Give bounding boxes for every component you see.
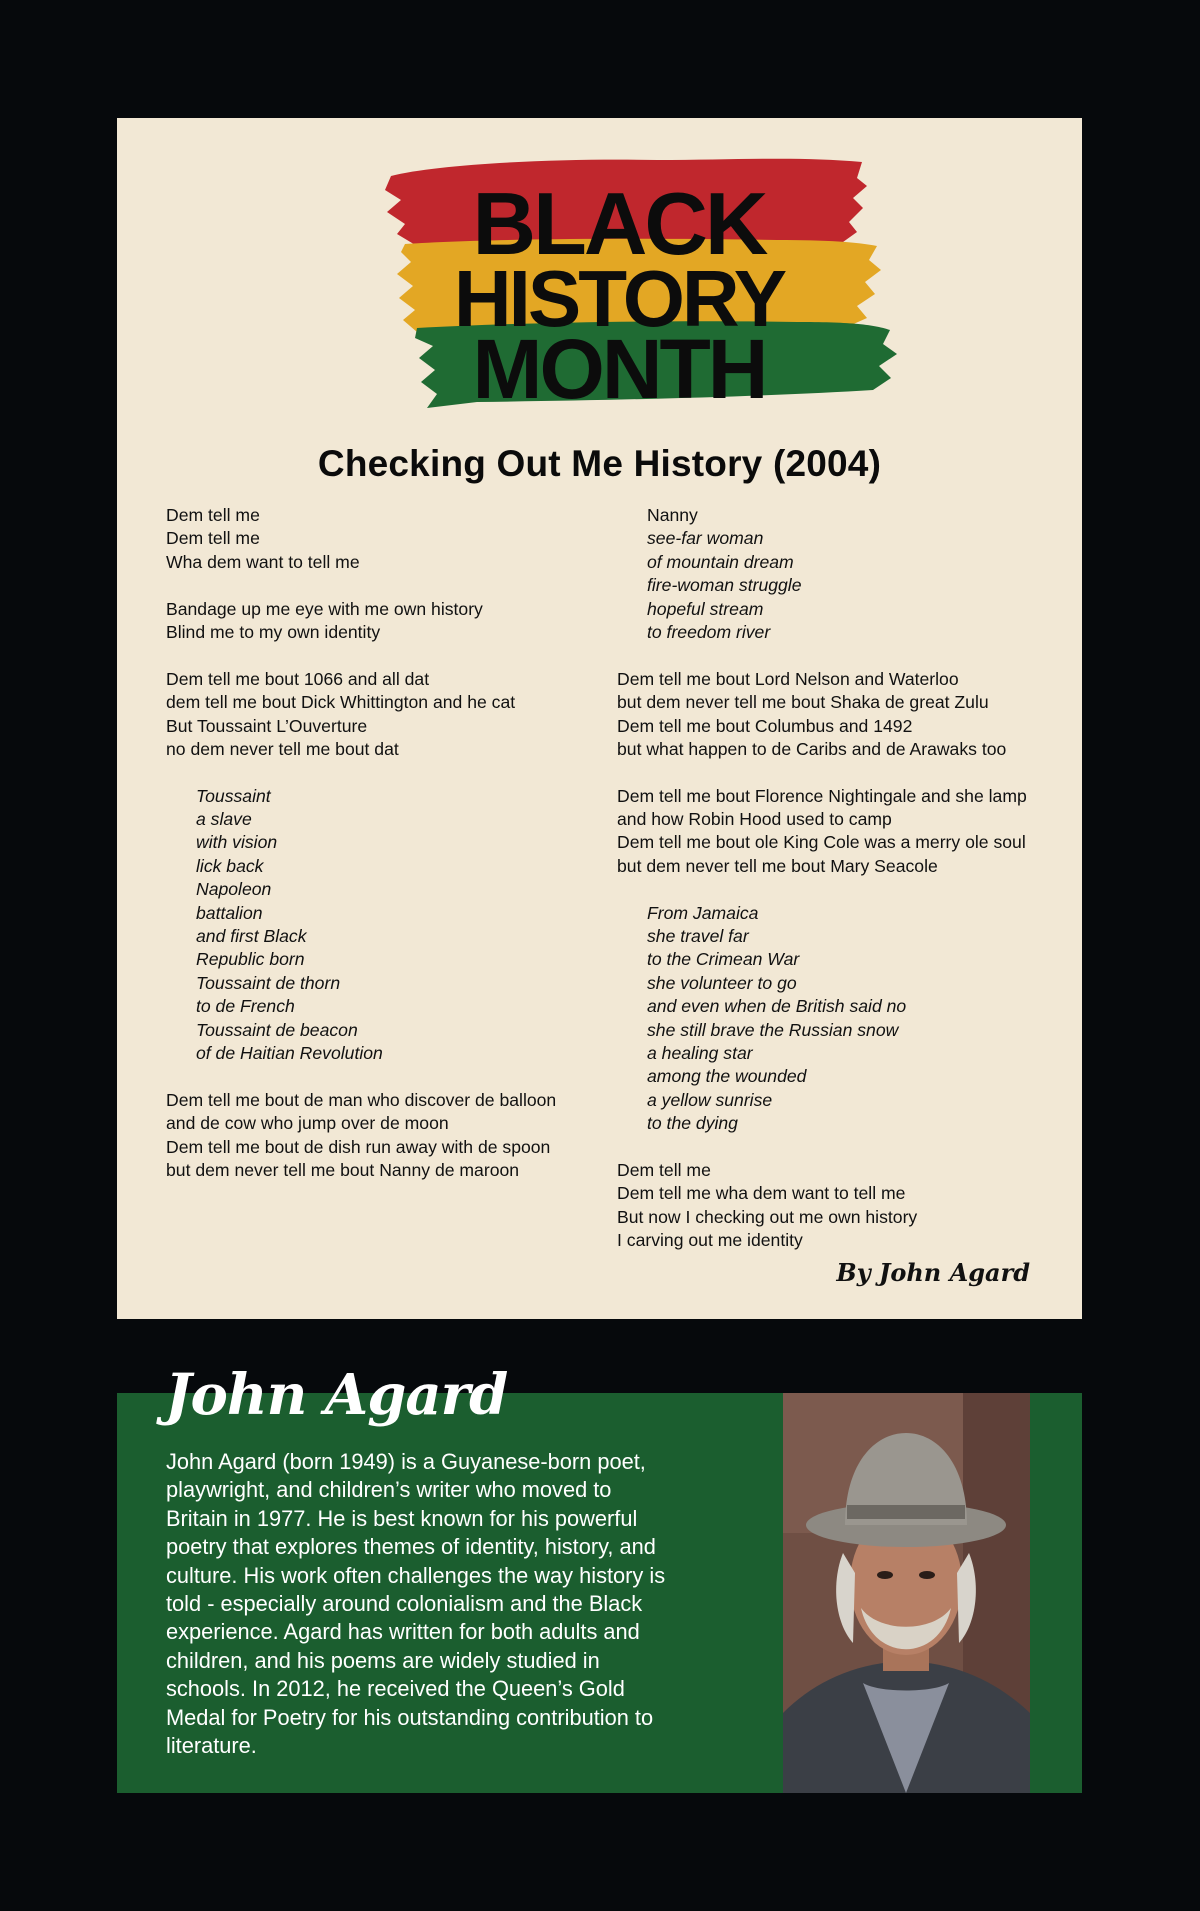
poem-line: Dem tell me bout Lord Nelson and Waterloo xyxy=(617,668,959,689)
poem-line: Dem tell me xyxy=(617,1159,711,1180)
poem-line: and even when de British said no xyxy=(647,996,907,1017)
poem-line xyxy=(166,574,586,597)
poem-line xyxy=(617,761,1067,784)
poem-line: fire-woman struggle xyxy=(647,575,802,596)
poem-line: Toussaint xyxy=(196,785,271,806)
poem-line: Dem tell me bout 1066 and all dat xyxy=(166,668,430,689)
poem-line: with vision xyxy=(196,832,278,853)
poem-line: Dem tell me xyxy=(166,528,260,549)
poem-title: Checking Out Me History (2004) xyxy=(317,443,882,484)
poem-line: Napoleon xyxy=(196,879,272,900)
poem-line: but dem never tell me bout Mary Seacole xyxy=(617,855,938,876)
poem-line: hopeful stream xyxy=(647,598,764,619)
poem-line: but what happen to de Caribs and de Arawaks too xyxy=(617,738,1007,759)
poem-line: to the Crimean War xyxy=(647,949,800,970)
poem-line: and how Robin Hood used to camp xyxy=(617,809,892,830)
poem-line: dem tell me bout Dick Whittington and he cat xyxy=(166,692,516,713)
logo-word-black: BLACK xyxy=(472,174,766,273)
poem-line: she volunteer to go xyxy=(647,972,797,993)
poem-line: But Toussaint L’Ouverture xyxy=(166,715,368,736)
poem-line: But now I checking out me own history xyxy=(617,1206,918,1227)
poem-line: she travel far xyxy=(647,926,749,947)
poem-line: no dem never tell me bout dat xyxy=(166,738,399,759)
poem-left-column xyxy=(166,504,586,1182)
poem-line: Toussaint de beacon xyxy=(196,1019,358,1040)
logo-word-month: MONTH xyxy=(472,322,766,416)
poem-line: a slave xyxy=(196,809,252,830)
poem-line: Dem tell me xyxy=(166,505,260,525)
bio-paragraph: John Agard (born 1949) is a Guyanese-born poet, playwright, and children’s writer who moved to Britain in 1977. He is best known for his powerful poetry that explores themes of identity, history, and culture. His work often challenges the way history is told - especially around colonialism and the Black experience. Agard has written for both adults and children, and his poems are widely studied in schools. In 2012, he received the Queen’s Gold Medal for Poetry for his outstanding contribution to literature. xyxy=(166,1449,666,1759)
black-history-month-logo xyxy=(357,146,897,436)
poem-line: a healing star xyxy=(647,1042,753,1063)
poem-line: lick back xyxy=(196,855,264,876)
author-portrait-photo xyxy=(783,1393,1030,1793)
poem-line: From Jamaica xyxy=(647,902,759,923)
poem-line: Republic born xyxy=(196,949,305,970)
poem-line: Dem tell me wha dem want to tell me xyxy=(617,1183,906,1204)
poem-line: and first Black xyxy=(196,926,307,947)
poem-line xyxy=(617,878,1067,901)
poem-line: Dem tell me bout de man who discover de balloon xyxy=(166,1089,557,1110)
poem-line xyxy=(617,644,1067,667)
poem-line: see-far woman xyxy=(647,528,764,549)
poem-line: among the wounded xyxy=(647,1066,807,1087)
poem-line: battalion xyxy=(196,902,263,923)
poem-line: to freedom river xyxy=(647,621,771,642)
poem-line: but dem never tell me bout Shaka de great Zulu xyxy=(617,692,989,713)
poem-line: Nanny xyxy=(647,505,698,525)
poem-line xyxy=(166,644,586,667)
poem-line: of de Haitian Revolution xyxy=(196,1042,383,1063)
bio-name-heading: John Agard xyxy=(165,1362,508,1428)
poem-line: Dem tell me bout de dish run away with de spoon xyxy=(166,1136,551,1157)
poem-line: Toussaint de thorn xyxy=(196,972,341,993)
poem-line: a yellow sunrise xyxy=(647,1089,773,1110)
poem-line: Bandage up me eye with me own history xyxy=(166,598,483,619)
poem-line: to de French xyxy=(196,996,295,1017)
poem-line: Dem tell me bout Columbus and 1492 xyxy=(617,715,913,736)
poem-line: Dem tell me bout Florence Nightingale and she lamp xyxy=(617,785,1027,806)
poem-line: and de cow who jump over de moon xyxy=(166,1113,449,1134)
poem-byline: By John Agard xyxy=(836,1258,1030,1287)
poem-line: Wha dem want to tell me xyxy=(166,551,360,572)
poem-panel xyxy=(117,118,1082,1319)
poem-right-column xyxy=(617,504,1067,1253)
poem-line xyxy=(617,1136,1067,1159)
poem-line xyxy=(166,1065,586,1088)
poem-line: she still brave the Russian snow xyxy=(647,1019,899,1040)
logo-word-history: HISTORY xyxy=(453,254,785,343)
poem-line: I carving out me identity xyxy=(617,1230,803,1251)
poem-line: but dem never tell me bout Nanny de maroon xyxy=(166,1159,520,1180)
poem-line xyxy=(166,761,586,784)
poem-line: Dem tell me bout ole King Cole was a merry ole soul xyxy=(617,832,1026,853)
poem-line: Blind me to my own identity xyxy=(166,621,381,642)
poem-line: of mountain dream xyxy=(647,551,794,572)
poem-line: to the dying xyxy=(647,1113,738,1134)
